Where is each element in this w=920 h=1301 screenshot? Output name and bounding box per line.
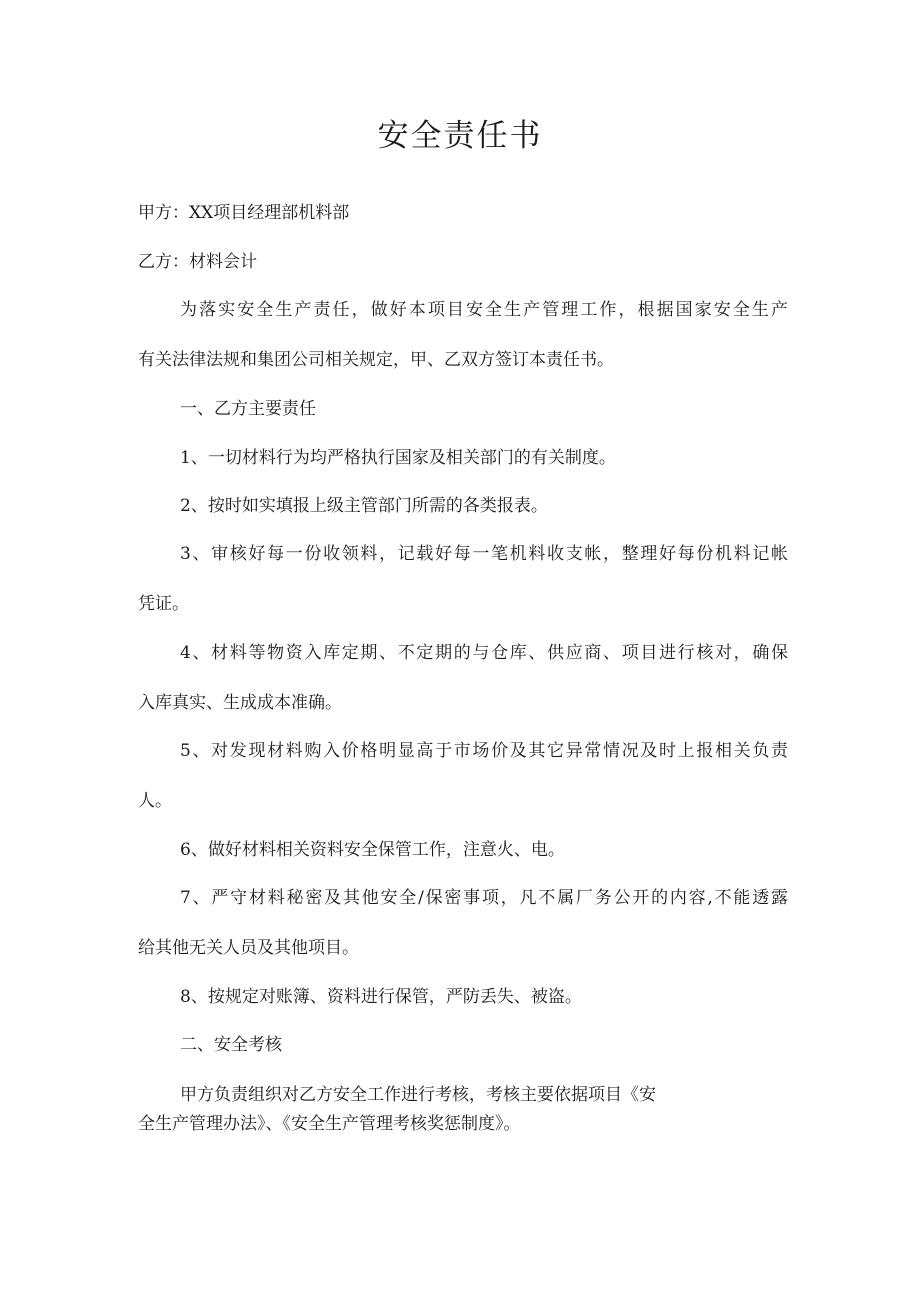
intro-line-1: 为落实安全生产责任，做好本项目安全生产管理工作，根据国家安全生产 bbox=[180, 300, 788, 320]
item-8: 8、按规定对账簿、资料进行保管，严防丢失、被盗。 bbox=[180, 987, 582, 1007]
party-b: 乙方：材料会计 bbox=[138, 252, 257, 272]
section1-heading: 一、乙方主要责任 bbox=[180, 399, 316, 419]
item-7-line-2: 给其他无关人员及其他项目。 bbox=[138, 938, 359, 958]
document-title: 安全责任书 bbox=[377, 118, 543, 154]
intro-line-2: 有关法律法规和集团公司相关规定，甲、乙双方签订本责任书。 bbox=[138, 350, 614, 370]
item-1: 1、一切材料行为均严格执行国家及相关部门的有关制度。 bbox=[180, 448, 616, 468]
section2-line-1: 甲方负责组织对乙方安全工作进行考核，考核主要依据项目《安 bbox=[180, 1085, 656, 1105]
item-7-line-1: 7、严守材料秘密及其他安全/保密事项，凡不属厂务公开的内容,不能透露 bbox=[180, 888, 788, 908]
section2-line-2: 全生产管理办法》、《安全生产管理考核奖惩制度》。 bbox=[138, 1114, 521, 1134]
item-5-line-2: 人。 bbox=[138, 791, 172, 811]
section2-heading: 二、安全考核 bbox=[180, 1035, 282, 1055]
item-3-line-2: 凭证。 bbox=[138, 594, 189, 614]
item-2: 2、按时如实填报上级主管部门所需的各类报表。 bbox=[180, 496, 548, 516]
item-3-line-1: 3、审核好每一份收领料，记载好每一笔机料收支帐，整理好每份机料记帐 bbox=[180, 544, 788, 564]
item-4-line-2: 入库真实、生成成本准确。 bbox=[138, 693, 342, 713]
item-4-line-1: 4、材料等物资入库定期、不定期的与仓库、供应商、项目进行核对，确保 bbox=[180, 643, 788, 663]
party-a: 甲方：XX项目经理部机料部 bbox=[138, 203, 350, 223]
item-6: 6、做好材料相关资料安全保管工作，注意火、电。 bbox=[180, 840, 565, 860]
item-5-line-1: 5、对发现材料购入价格明显高于市场价及其它异常情况及时上报相关负责 bbox=[180, 741, 788, 761]
